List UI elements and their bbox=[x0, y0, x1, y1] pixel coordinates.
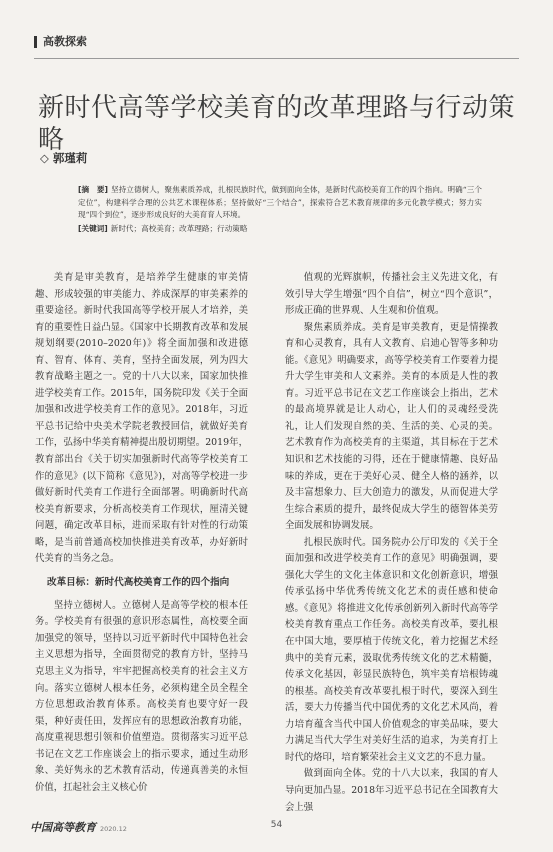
body-paragraph: 聚焦素质养成。美育是审美教育，更是情操教育和心灵教育，具有人文教育、启迪心智等多种功能。《意见》明确要求，高等学校美育工作要着力提升大学生审美和人文素养。美育的本质是人性的教育。习近平总书记在文艺工作座谈会上指出，艺术的最高境界就是让人动心，让人们的灵魂经受洗礼，让人们发现自然的美、生活的美、心灵的美。艺术教育作为高校美育的主渠道，其目标在于艺术知识和艺术技能的习得，还在于健康情趣、良好品味的养成，更在于美好心灵、健全人格的涵养，以及丰富想象力、巨大创造力的激发，从而促进大学生综合素质的提升，最终促成大学生的德智体美劳全面发展和协调发展。 bbox=[285, 321, 498, 532]
author-name: 郭瑾莉 bbox=[52, 151, 88, 165]
left-column bbox=[35, 270, 248, 796]
journal-issue: 2020.12 bbox=[100, 825, 127, 833]
abstract-paragraph bbox=[78, 184, 482, 222]
section-tag: 高教探索 bbox=[34, 36, 87, 48]
body-paragraph: 扎根民族时代。国务院办公厅印发的《关于全面加强和改进学校美育工作的意见》明确强调，要强化大学生的文化主体意识和文化创新意识，增强传承弘扬中华优秀传统文化艺术的责任感和使命感。《意见》将推进文化传承创新列入新时代高等学校美育教育重点工作任务。高校美育改革，要扎根在中国大地，要厚植于传统文化，着力挖掘艺术经典中的美育元素，汲取优秀传统文化的艺术精髓，传承文化基因，彰显民族特色，筑牢美育培根铸魂的根基。高校美育改革要扎根于时代，要深入到生活，要大力传播当代中国优秀的文化艺术风尚，着力培育蕴含当代中国人价值观念的审美品味，要大力满足当代大学生对美好生活的追求，为美育打上时代的烙印，培育繁荣社会主义文艺的不息力量。 bbox=[285, 536, 498, 763]
body-paragraph: 值观的光辉旗帜，传播社会主义先进文化，有效引导大学生增强“四个自信”，树立“四个意识”，形成正确的世界观、人生观和价值观。 bbox=[285, 272, 498, 317]
author-line bbox=[40, 151, 87, 165]
abstract-block bbox=[78, 184, 482, 235]
journal-name: 中国高等教育 bbox=[30, 821, 96, 834]
keywords-paragraph bbox=[78, 223, 482, 236]
keywords-text: 新时代；高校美育；改革理路；行动策略 bbox=[110, 223, 248, 233]
abstract-label: [摘 要] bbox=[78, 185, 108, 194]
body-paragraph: 坚持立德树人。立德树人是高等学校的根本任务。学校美育有很强的意识形态属性，高校要全面加强党的领导，坚持以习近平新时代中国特色社会主义思想为指导，全面贯彻党的教育方针，坚持马克思主义为指导，牢牢把握高校美育的社会主义方向。落实立德树人根本任务，必须构建全员全程全方位思想政治教育体系。高校美育也要守好一段渠，种好责任田，发挥应有的思想政治教育功能，高度重视思想引领和价值塑造。贯彻落实习近平总书记在文艺工作座谈会上的指示要求，通过生动形象、美好隽永的艺术教育活动，传递真善美的永恒价值，扛起社会主义核心价 bbox=[35, 599, 248, 793]
abstract-text: 坚持立德树人，聚焦素质养成，扎根民族时代，做到面向全体，是新时代高校美育工作的四个指向。明确“三个定位”，构建科学合理的公共艺术课程体系；坚持做好“三个结合”，探索符合艺术教育规律的多元化教学模式；努力实现“四个到位”，逐步形成良好的大美育育人环境。 bbox=[78, 185, 482, 220]
body-paragraph: 美育是审美教育，是培养学生健康的审美情趣、形成较强的审美能力、养成深厚的审美素养的重要途径。新时代我国高等学校开展人才培养，美育的重要性日益凸显。《国家中长期教育改革和发展规划纲要(2010–2020年)》将全面加强和改进德育、智育、体育、美育，坚持全面发展，列为四大教育战略主题之一。党的十八大以来，国家加快推进学校美育工作。2015年，国务院印发《关于全面加强和改进学校美育工作的意见》。2018年，习近平总书记给中央美术学院老教授回信，就做好美育工作，弘扬中华美育精神提出殷切期望。2019年，教育部出台《关于切实加强新时代高等学校美育工作的意见》(以下简称《意见》)，对高等学校进一步做好新时代美育工作进行全面部署。明确新时代高校美育新要求，分析高校美育工作现状，厘清关键问题，确定改革目标，进而采取有针对性的行动策略，是当前普通高校加快推进美育改革，办好新时代美育的当务之急。 bbox=[35, 272, 248, 565]
article-title: 新时代高等学校美育的改革理路与行动策略 bbox=[38, 93, 516, 155]
body-paragraph: 做到面向全体。党的十八大以来，我国的育人导向更加凸显。2018年习近平总书记在全国教育大会上强 bbox=[285, 768, 498, 813]
section-divider bbox=[34, 58, 519, 59]
section-heading: 改革目标：新时代高校美育工作的四个指向 bbox=[47, 576, 230, 588]
page-number: 54 bbox=[270, 820, 283, 830]
diamond-icon: ◇ bbox=[40, 151, 49, 165]
right-column bbox=[285, 270, 498, 816]
keywords-label: [关键词] bbox=[78, 223, 108, 233]
